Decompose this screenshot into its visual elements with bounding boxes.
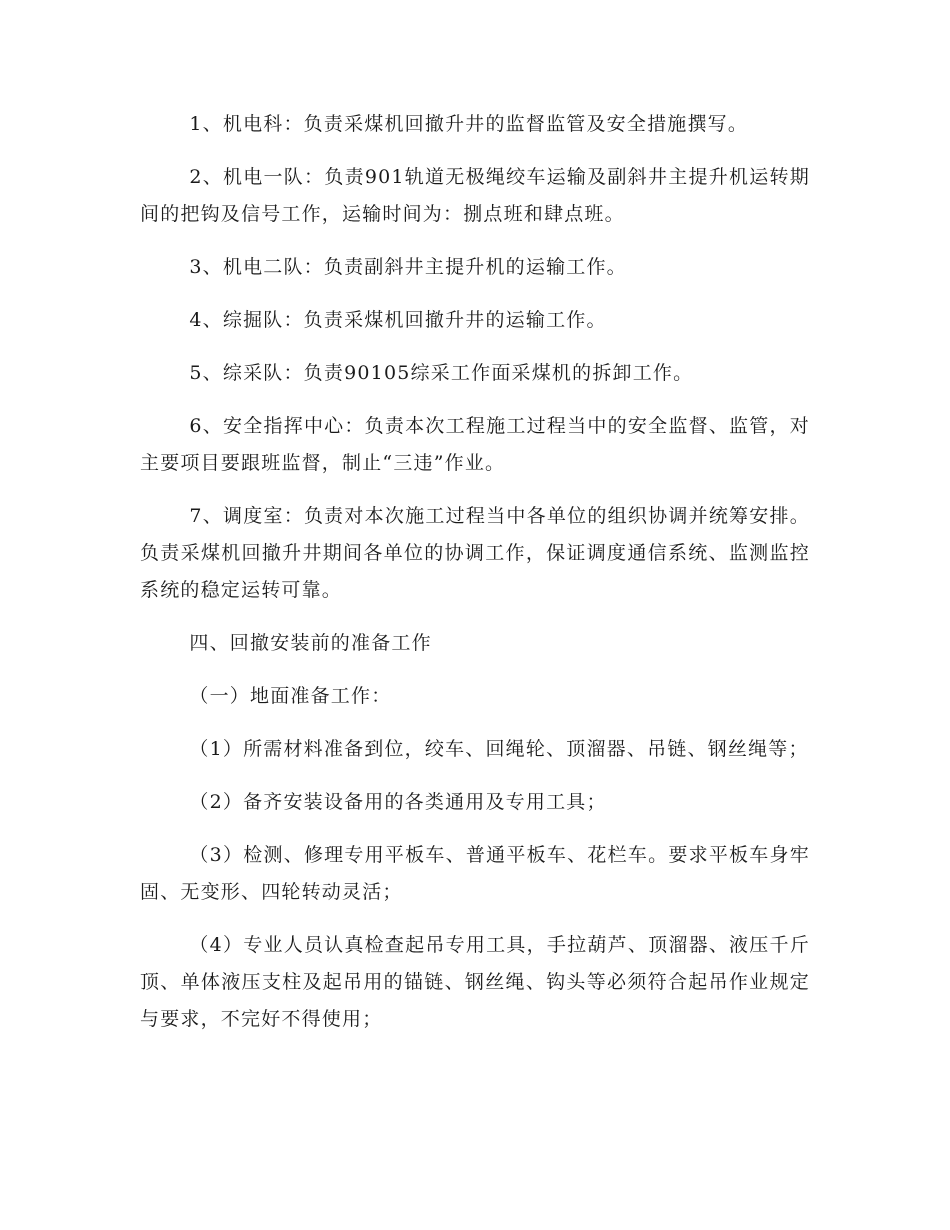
list-item-materials: （1）所需材料准备到位，绞车、回绳轮、顶溜器、吊链、钢丝绳等； [189,738,809,760]
paragraph-safety-center: 6、安全指挥中心：负责本次工程施工过程当中的安全监督、监管，对主要项目要跟班监督，制止“三违”作业。 [140,415,810,474]
paragraph-mechanical-section: 1、机电科：负责采煤机回撤升井的监督监管及安全措施撰写。 [189,113,749,135]
list-item-tools: （2）备齐安装设备用的各类通用及专用工具； [189,791,607,813]
paragraph-excavation-team: 4、综掘队：负责采煤机回撤升井的运输工作。 [189,309,607,331]
paragraph-mechanical-team-two: 3、机电二队：负责副斜井主提升机的运输工作。 [189,256,627,278]
list-item-flatcars: （3）检测、修理专用平板车、普通平板车、花栏车。要求平板车身牢固、无变形、四轮转动灵活； [140,844,810,903]
section-heading-preparation: 四、回撤安装前的准备工作 [189,632,432,654]
list-item-lifting-inspection: （4）专业人员认真检查起吊专用工具，手拉葫芦、顶溜器、液压千斤顶、单体液压支柱及起吊用的锚链、钢丝绳、钩头等必须符合起吊作业规定与要求，不完好不得使用； [140,934,810,1030]
paragraph-mechanical-team-one: 2、机电一队：负责901轨道无极绳绞车运输及副斜井主提升机运转期间的把钩及信号工作，运输时间为：捌点班和肆点班。 [140,166,810,225]
paragraph-mining-team: 5、综采队：负责90105综采工作面采煤机的拆卸工作。 [189,362,694,384]
subsection-heading-ground-preparation: （一）地面准备工作： [189,685,392,707]
paragraph-dispatch-room: 7、调度室：负责对本次施工过程当中各单位的组织协调并统筹安排。负责采煤机回撤升井期间各单位的协调工作，保证调度通信系统、监测监控系统的稳定运转可靠。 [140,505,810,601]
document-body [140,106,810,1054]
